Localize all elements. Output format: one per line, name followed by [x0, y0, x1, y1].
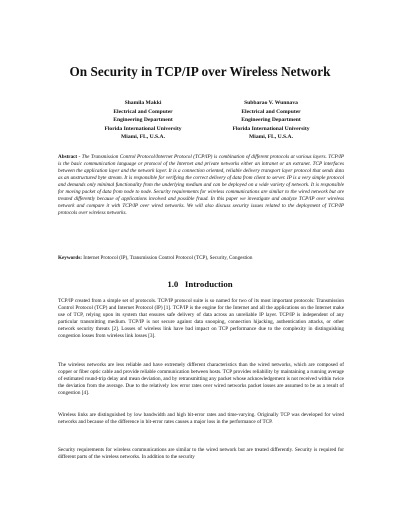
abstract-text: The Transmission Control Protocol/Internet Protocol (TCP/IP) is combination of different protocols at various layers. TCP/IP is the basic communication language or protocol of the Internet and private networks either an intranet or an extranet. TCP interfaces between the application layer and the network layer. It is a connection oriented, reliable delivery transport layer protocol that sends data as an unstructured byte stream. It is responsible for verifying the correct delivery of data from client to server. IP is a very simple protocol and demands only minimal functionality from the underlying medium and can be deployed on a wide variety of network. It is responsible for moving packet of data from node to node. Security requirements for wireless communications are similar to the wired network but are treated differently because of applications involved and possible fraud. In this paper we investigate and analyze TCP/IP over wireless network and compare it with TCP/IP over wired networks. We will also discuss security issues related to the deployment of TCP/IP protocols over wireless networks. [58, 154, 344, 217]
keywords-text: Internet Protocol (IP), Transmission Control Protocol (TCP), Security, Congestion [83, 255, 253, 261]
author-department: Electrical and Computer [241, 108, 301, 115]
paper-title: On Security in TCP/IP over Wireless Network [69, 64, 331, 79]
author-location: Miami, FL, U.S.A. [249, 134, 293, 141]
abstract [58, 154, 344, 217]
author-name: Shamila Makki [124, 100, 162, 106]
author-department: Electrical and Computer [113, 108, 173, 115]
author-department: Engineering Department [241, 117, 301, 124]
abstract-label: Abstract - [58, 154, 82, 160]
author-name: Subbarao V. Wunnava [244, 100, 298, 106]
paragraph: The wireless networks are less reliable and have extremely different characteristics than the wired networks, which are composed of copper or fiber optic cable and provide reliable communication between hosts. TCP provides reliability by maintaining a running average of estimated round-trip delay and mean deviation, and by retransmitting any packet whose acknowledgement is not received within twice the deviation from the average. Due to the relatively low error rates over wired networks packet losses are assumed to be as a result of congestion [4]. [58, 362, 344, 397]
paragraph: Wireless links are distinguished by low bandwidth and high bit-error rates and time-varying. Originally TCP was developed for wired networks and because of the difference in bit-error rates causes a major loss in the performance of TCP. [58, 412, 344, 426]
author-department: Engineering Department [113, 117, 173, 124]
paragraph: Security requirements for wireless communications are similar to the wired network but are treated differently. Security is required for different parts of the wireless networks. In addition to the security [58, 447, 344, 461]
section-title: Introduction [184, 279, 233, 289]
paragraph: TCP/IP created from a simple set of protocols. TCP/IP protocol suite is so named for two of its most important protocols: Transmission Control Protocol (TCP) and Internet Protocol (IP) [1]. TCP/IP is the engine for the Internet and all the applications on the Internet make use of TCP, relying upon its system that ensures safe delivery of data across an unreliable IP layer. TCP/IP is independent of any particular transmitting medium. TCP/IP is not secure against data snooping, connection hijacking, authentication attacks, or other network security threats [2]. Losses of wireless link have bad impact on TCP performance due to the complexity in distinguishing congestion losses from wireless link losses [3]. [58, 298, 344, 340]
author-university: Florida International University [104, 125, 182, 132]
author-block-2 [186, 99, 356, 142]
author-university: Florida International University [232, 125, 310, 132]
section-heading [0, 279, 400, 289]
section-number: 1.0 [167, 279, 179, 289]
author-location: Miami, FL, U.S.A. [121, 134, 165, 141]
keywords [58, 255, 344, 262]
keywords-label: Keywords: [58, 255, 84, 261]
